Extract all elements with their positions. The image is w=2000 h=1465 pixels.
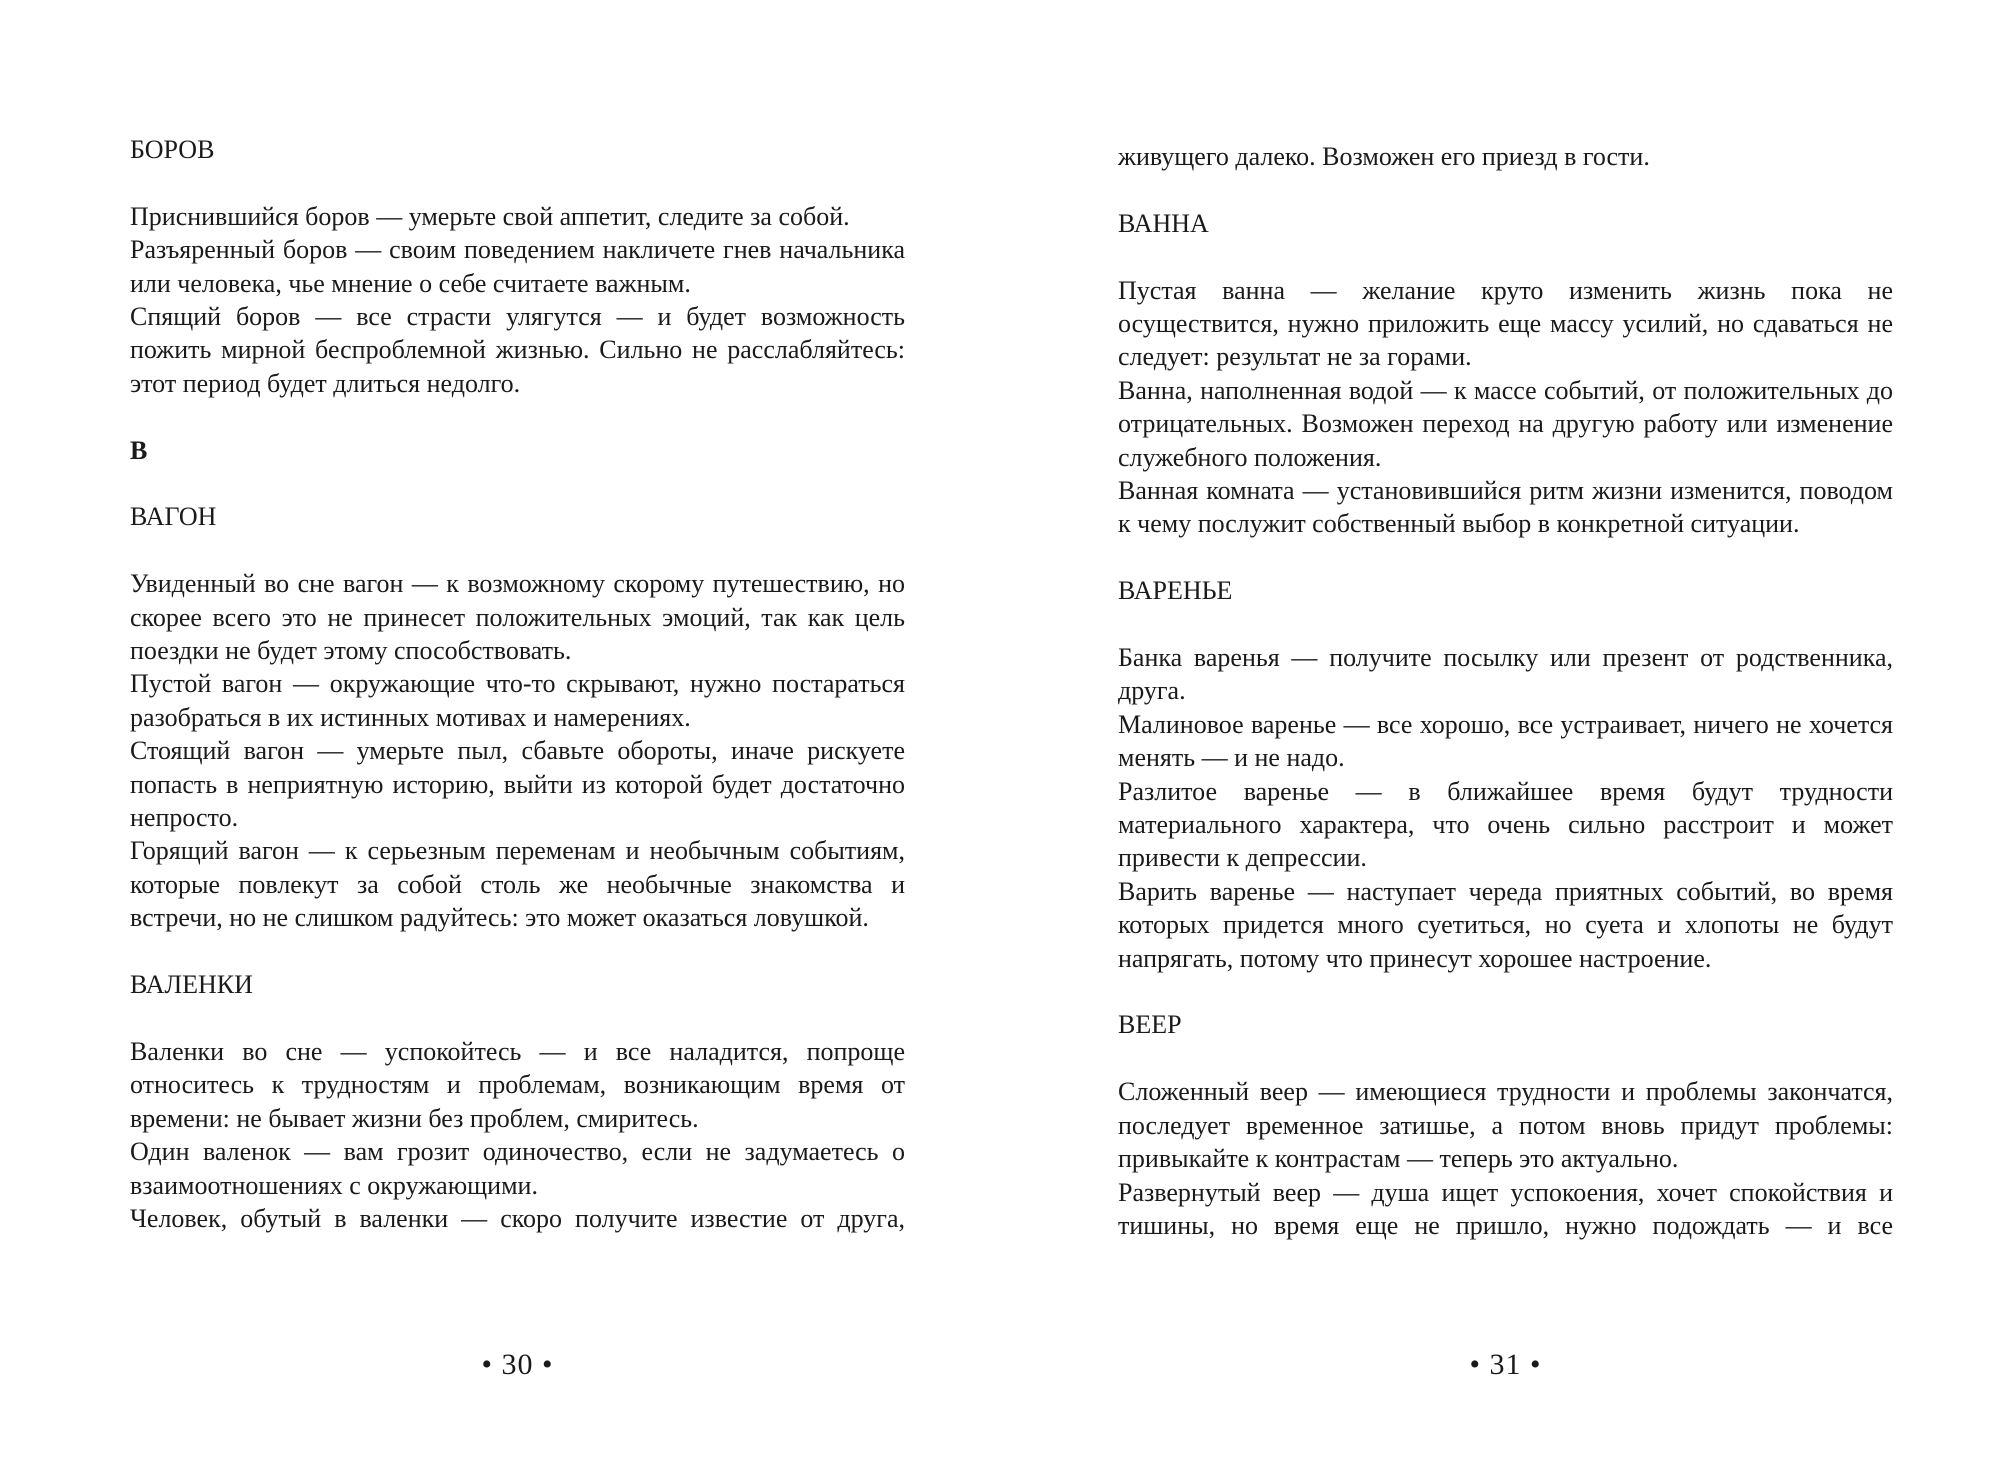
right-page-text — [1118, 140, 1893, 1242]
left-page-text — [130, 133, 905, 1235]
entry-paragraph: Один валенок — вам грозит одиночество, если не задумаетесь о взаимоотношениях с окружающими. — [130, 1137, 905, 1200]
paragraph-gap — [130, 467, 905, 500]
entry-heading: ВАРЕНЬЕ — [1118, 576, 1233, 606]
paragraph-gap — [1118, 173, 1893, 206]
entry-paragraph: Ванна, наполненная водой — к массе событий, от положительных до отрицательных. Возможен переход на другую работу или изменение служебного положения. — [1118, 375, 1893, 472]
entry-heading: ВЕЕР — [1118, 1010, 1182, 1040]
right-page — [1118, 0, 1893, 1465]
entry-heading: ВАЛЕНКИ — [130, 970, 253, 1000]
entry-heading: ВАННА — [1118, 208, 1209, 238]
right-page-number: • 31 • — [1469, 1348, 1542, 1381]
entry-paragraph: Сложенный веер — имеющиеся трудности и проблемы закончатся, последует временное затишье, а потом вновь придут проблемы: привыкайте к контрастам — теперь это актуально. — [1118, 1077, 1893, 1174]
entry-paragraph: Пустой вагон — окружающие что-то скрывают, нужно постараться разобраться в их истинных мотивах и намерениях. — [130, 669, 905, 732]
entry-paragraph: Малиновое варенье — все хорошо, все устраивает, ничего не хочется менять — и не надо. — [1118, 709, 1893, 773]
paragraph-gap — [1118, 1042, 1893, 1075]
entry-paragraph: Человек, обутый в валенки — скоро получите известие от друга, — [130, 1203, 905, 1233]
entry-paragraph: Пустая ванна — желание круто изменить жизнь пока не осуществится, нужно приложить еще массу усилий, но сдаваться не следует: результат не за горами. — [1118, 275, 1893, 372]
paragraph-gap — [130, 400, 905, 433]
paragraph-gap — [1118, 541, 1893, 574]
paragraph-gap — [1118, 975, 1893, 1008]
entry-paragraph: Варить варенье — наступает череда приятных событий, во время которых придется много суетиться, но суета и хлопоты не будут напрягать, потому что принесут хорошее настроение. — [1118, 876, 1893, 973]
section-letter: В — [130, 435, 148, 465]
entry-paragraph: Разлитое варенье — в ближайшее время будут трудности материального характера, что очень сильно расстроит и может привести к депрессии. — [1118, 776, 1893, 873]
entry-paragraph: Спящий боров — все страсти улягутся — и будет возможность пожить мирной беспроблемной жизнью. Сильно не расслабляйтесь: этот период будет длиться недолго. — [130, 302, 905, 398]
entry-paragraph: Увиденный во сне вагон — к возможному скорому путешествию, но скорее всего это не принесет положительных эмоций, так как цель поездки не будет этому способствовать. — [130, 569, 905, 666]
entry-paragraph: Горящий вагон — к серьезным переменам и необычным событиям, которые повлекут за собой столь же необычные знакомства и встречи, но не слишком радуйтесь: это может оказаться ловушкой. — [130, 836, 905, 933]
entry-paragraph: Валенки во сне — успокойтесь — и все наладится, попроще относитесь к трудностям и проблемам, возникающим время от времени: не бывает жизни без проблем, смиритесь. — [130, 1036, 905, 1133]
left-page-number: • 30 • — [481, 1348, 554, 1381]
entry-heading: ВАГОН — [130, 502, 217, 532]
paragraph-gap — [1118, 240, 1893, 273]
paragraph-gap — [1118, 608, 1893, 641]
entry-paragraph: Развернутый веер — душа ищет успокоения, хочет спокойствия и тишины, но время еще не пришло, нужно подождать — и все — [1118, 1177, 1893, 1240]
entry-paragraph: живущего далеко. Возможен его приезд в гости. — [1118, 142, 1650, 171]
paragraph-gap — [130, 534, 905, 567]
paragraph-gap — [130, 935, 905, 968]
entry-heading: БОРОВ — [130, 135, 215, 164]
entry-paragraph: Банка варенья — получите посылку или презент от родственника, друга. — [1118, 643, 1893, 706]
entry-paragraph: Приснившийся боров — умерьте свой аппетит, следите за собой. — [130, 201, 850, 231]
left-page — [130, 0, 905, 1465]
paragraph-gap — [130, 166, 905, 199]
entry-paragraph: Стоящий вагон — умерьте пыл, сбавьте обороты, иначе рискуете попасть в неприятную историю, выйти из которой будет достаточно непросто. — [130, 736, 905, 833]
paragraph-gap — [130, 1001, 905, 1034]
entry-paragraph: Ванная комната — установившийся ритм жизни изменится, поводом к чему послужит собственный выбор в конкретной ситуации. — [1118, 476, 1893, 539]
entry-paragraph: Разъяренный боров — своим поведением накличете гнев начальника или человека, чье мнение о себе считаете важным. — [130, 235, 905, 298]
